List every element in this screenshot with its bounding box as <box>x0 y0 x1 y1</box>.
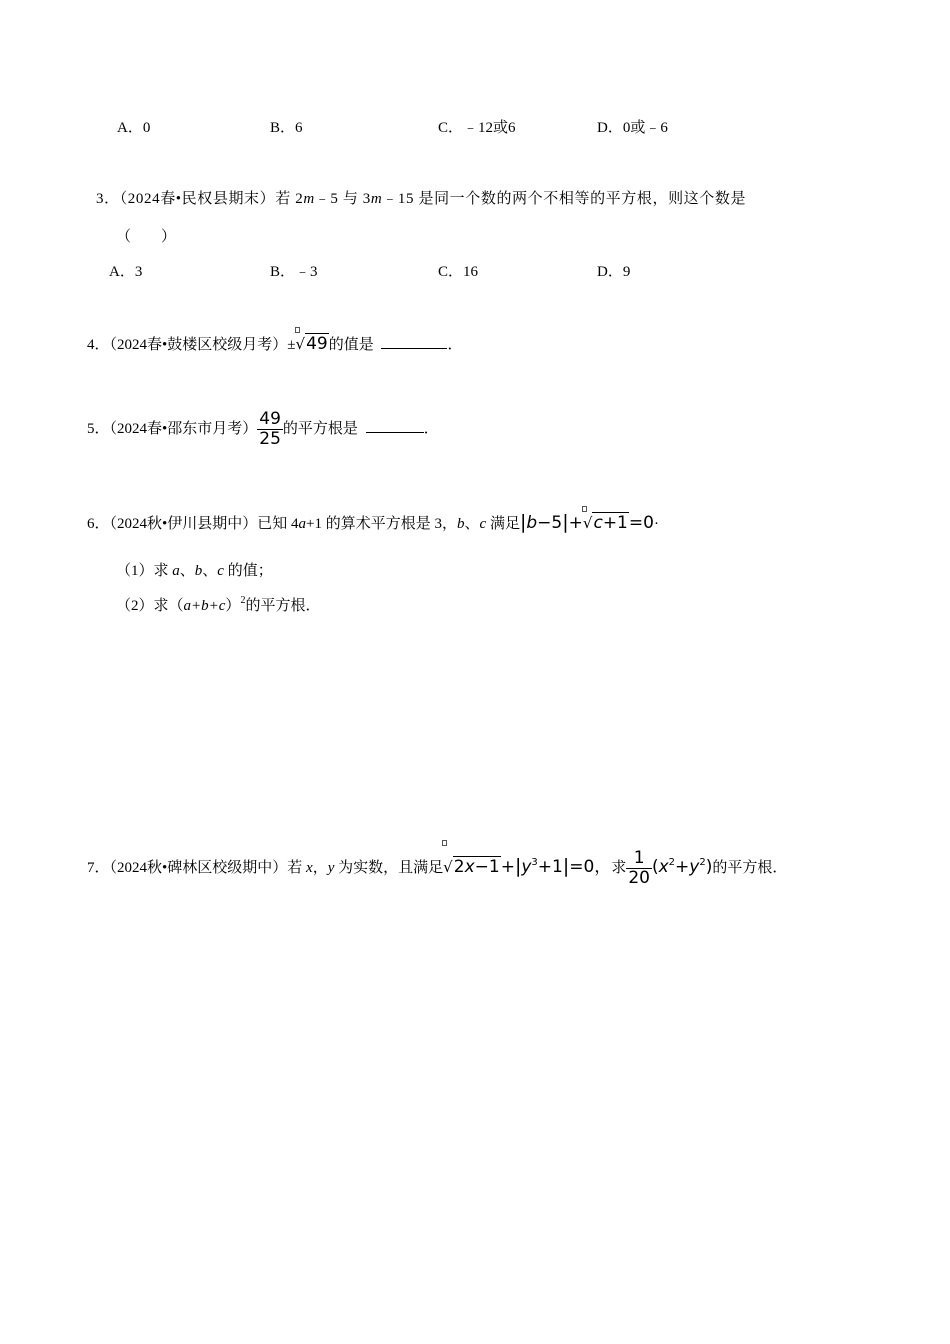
answer-blank[interactable] <box>381 334 447 349</box>
paren-expression <box>652 857 712 877</box>
question-source: （2024春•民权县期末） <box>119 191 276 207</box>
abs-bar: | <box>562 511 569 533</box>
abs-bar: | <box>519 511 527 533</box>
radical-sign-icon: √ <box>582 514 593 532</box>
paren: ( <box>651 857 659 877</box>
q2-choice-c <box>438 118 516 138</box>
radical-index-placeholder-icon <box>295 327 300 333</box>
variable-c: c <box>593 513 603 533</box>
sub-label: （2）求（ <box>116 598 184 614</box>
radicand: 49 <box>306 334 328 354</box>
stem-text: 的平方根． <box>712 860 788 876</box>
radical-index-placeholder-icon <box>582 506 587 512</box>
sub-label: （1）求 <box>116 563 173 579</box>
question-7 <box>87 846 787 888</box>
variable-c: c <box>479 516 487 532</box>
choice-label: B． <box>270 264 296 280</box>
q6-subquestion-1 <box>116 561 273 581</box>
cube-root <box>443 847 501 888</box>
answer-blank[interactable] <box>366 418 424 433</box>
variable-y: y <box>521 857 532 877</box>
period: ． <box>447 337 463 353</box>
exponent: 3 <box>531 857 538 868</box>
choice-value: ﹣12或6 <box>463 120 516 136</box>
variable-x: x <box>464 857 475 877</box>
equals-zero: =0， <box>569 857 612 877</box>
variable-m: m <box>370 191 383 207</box>
expr-text: +1 <box>602 513 628 533</box>
stem-text: 为实数，且满足 <box>334 860 444 876</box>
denominator: 25 <box>259 429 281 450</box>
period: ． <box>423 421 439 437</box>
variable-y: y <box>327 860 335 876</box>
period: · <box>653 516 659 532</box>
stem-text: 若 <box>287 860 307 876</box>
choice-value: ﹣3 <box>295 264 318 280</box>
choice-label: B． <box>270 120 296 136</box>
expr-text: −1 <box>474 857 500 877</box>
choice-value: 0或﹣6 <box>622 120 668 136</box>
expr-text: −5 <box>537 513 563 533</box>
question-number: 3． <box>96 191 120 207</box>
variable-a: a <box>172 563 180 579</box>
expression: a+b+c <box>183 598 226 614</box>
variable-c: c <box>217 563 224 579</box>
variable-y: y <box>689 857 700 877</box>
exponent: 2 <box>699 857 706 868</box>
choice-label: A． <box>117 120 143 136</box>
variable-a: a <box>298 516 307 532</box>
q2-choice-a <box>117 118 150 138</box>
sub-text: 的平方根． <box>245 598 321 614</box>
stem-text: 求 <box>611 860 627 876</box>
separator: 、 <box>464 516 480 532</box>
stem-text: 满足 <box>486 516 520 532</box>
variable-b: b <box>526 513 538 533</box>
q3-choice-c <box>438 262 478 282</box>
exponent: 2 <box>240 595 246 606</box>
equals-zero: =0 <box>628 513 654 533</box>
q2-choice-b <box>270 118 303 138</box>
choice-value: 0 <box>142 120 151 136</box>
question-source: （2024秋•碑林区校级期中） <box>109 860 288 876</box>
cube-root <box>583 513 629 534</box>
choice-label: D． <box>597 264 623 280</box>
paren: ） <box>225 598 241 614</box>
question-source: （2024春•鼓楼区校级月考） <box>109 337 288 353</box>
stem-text: 若 2 <box>275 191 304 207</box>
numerator: 1 <box>626 849 652 869</box>
question-number: 7． <box>87 860 110 876</box>
variable-m: m <box>303 191 315 207</box>
comma: ， <box>312 860 328 876</box>
question-source: （2024春•邵东市月考） <box>109 421 258 437</box>
abs-expression <box>526 513 562 533</box>
expr-text: +1 <box>537 857 563 877</box>
stem-text: 已知 4 <box>257 516 299 532</box>
variable-b: b <box>457 516 465 532</box>
choice-label: D． <box>597 120 623 136</box>
abs-bar: | <box>514 855 522 877</box>
q3-choice-d <box>597 262 630 282</box>
choice-value: 16 <box>463 264 479 280</box>
radicand <box>453 856 501 877</box>
variable-x: x <box>306 860 313 876</box>
separator: 、 <box>202 563 218 579</box>
question-5 <box>87 409 439 449</box>
radical-sign-icon: √ <box>295 335 306 353</box>
choice-value: 6 <box>295 120 303 136</box>
plus-sign: + <box>500 857 515 877</box>
fraction <box>257 410 283 449</box>
variable-b: b <box>194 563 203 579</box>
q6-stem <box>87 512 659 534</box>
denominator: 20 <box>628 868 650 889</box>
choice-label: C． <box>438 264 464 280</box>
separator: 、 <box>179 563 195 579</box>
abs-bar: | <box>562 855 570 877</box>
cube-root <box>296 334 329 355</box>
stem-text: 的平方根是 <box>282 421 358 437</box>
question-4 <box>87 334 463 355</box>
radical-sign-icon: √ <box>443 858 453 876</box>
plus-minus-sign: ± <box>287 337 296 353</box>
radical-index-placeholder-icon <box>442 840 447 846</box>
sub-text: 的值； <box>223 563 273 579</box>
stem-text: ﹣5 与 3 <box>314 191 371 207</box>
question-source: （2024秋•伊川县期中） <box>109 516 258 532</box>
numerator: 49 <box>259 409 281 430</box>
question-number: 4． <box>87 337 110 353</box>
paren: ) <box>705 857 713 877</box>
abs-expression <box>521 857 563 877</box>
q3-answer-bracket: （ ） <box>116 229 177 245</box>
plus-sign: + <box>568 513 583 533</box>
stem-text: +1 的算术平方根是 3， <box>306 516 458 532</box>
exponent: 2 <box>668 857 676 868</box>
q3-choice-a <box>109 262 142 282</box>
variable-x: x <box>658 857 669 877</box>
fraction <box>626 849 652 888</box>
choice-label: A． <box>109 264 135 280</box>
radicand <box>592 512 628 533</box>
stem-text: ﹣15 是同一个数的两个不相等的平方根，则这个数是 <box>382 191 747 207</box>
choice-value: 9 <box>622 264 631 280</box>
q3-stem <box>96 189 746 209</box>
plus-sign: + <box>675 857 690 877</box>
choice-label: C． <box>438 120 464 136</box>
question-number: 5． <box>87 421 110 437</box>
q6-subquestion-2 <box>116 596 320 616</box>
q2-choice-d <box>597 118 668 138</box>
choice-value: 3 <box>134 264 143 280</box>
question-number: 6． <box>87 516 110 532</box>
q3-choice-b <box>270 262 318 282</box>
stem-text: 的值是 <box>328 337 374 353</box>
expr-text: 2 <box>453 857 465 877</box>
